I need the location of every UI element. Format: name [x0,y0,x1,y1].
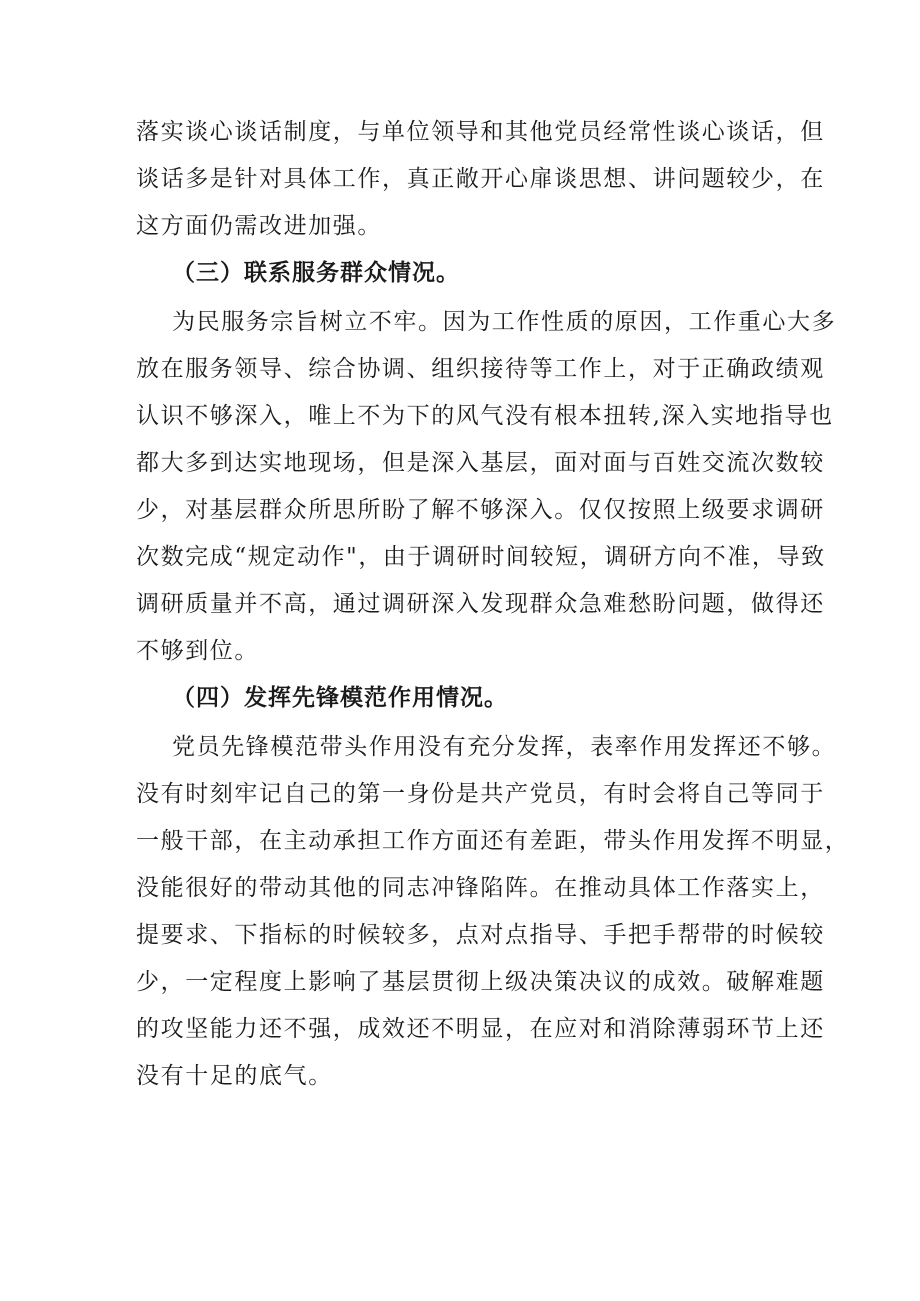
paragraph-talk-system [136,109,825,250]
text-line: 不够到位。 [136,638,259,664]
text-line: 党员先锋模范带头作用没有充分发挥，表率作用发挥还不够。 [172,734,837,760]
section-heading-3 [136,250,796,297]
text-line: 没有时刻牢记自己的第一身份是共产党员，有时会将自己等同于 [136,781,825,807]
text-line: 谈话多是针对具体工作，真正敞开心扉谈思想、讲问题较少，在 [136,166,825,192]
text-line: 次数完成“规定动作"，由于调研时间较短，调研方向不准，导致 [136,544,826,570]
text-line: 都大多到达实地现场，但是深入基层，面对面与百姓交流次数较 [136,450,825,476]
heading-text: （四）发挥先锋模范作用情况。 [172,685,508,711]
text-line: 认识不够深入，唯上不为下的风气没有根本扭转,深入实地指导也 [136,403,834,429]
paragraph-serve-masses [136,299,837,675]
document-body [136,109,850,1100]
text-line: 没有十足的底气。 [136,1063,333,1089]
text-line: 调研质量并不高，通过调研深入发现群众急难愁盼问题，做得还 [136,591,825,617]
text-line: 放在服务领导、综合协调、组织接待等工作上，对于正确政绩观 [136,356,825,382]
text-line: 少，对基层群众所思所盼了解不够深入。仅仅按照上级要求调研 [136,497,825,523]
text-line: 少，一定程度上影响了基层贯彻上级决策决议的成效。破解难题 [136,969,825,995]
text-line: 为民服务宗旨树立不牢。因为工作性质的原因，工作重心大多 [172,309,837,335]
text-line: 没能很好的带动其他的同志冲锋陷阵。在推动具体工作落实上， [136,875,825,901]
paragraph-vanguard-role [136,724,850,1100]
text-line: 的攻坚能力还不强，成效还不明显，在应对和消除薄弱环节上还 [136,1016,825,1042]
section-heading-4 [136,675,796,722]
heading-text: （三）联系服务群众情况。 [172,260,460,286]
text-line: 这方面仍需改进加强。 [136,213,382,239]
text-line: 落实谈心谈话制度，与单位领导和其他党员经常性谈心谈话，但 [136,119,825,145]
text-line: 一般干部，在主动承担工作方面还有差距，带头作用发挥不明显， [136,828,850,854]
text-line: 提要求、下指标的时候较多，点对点指导、手把手帮带的时候较 [136,922,825,948]
